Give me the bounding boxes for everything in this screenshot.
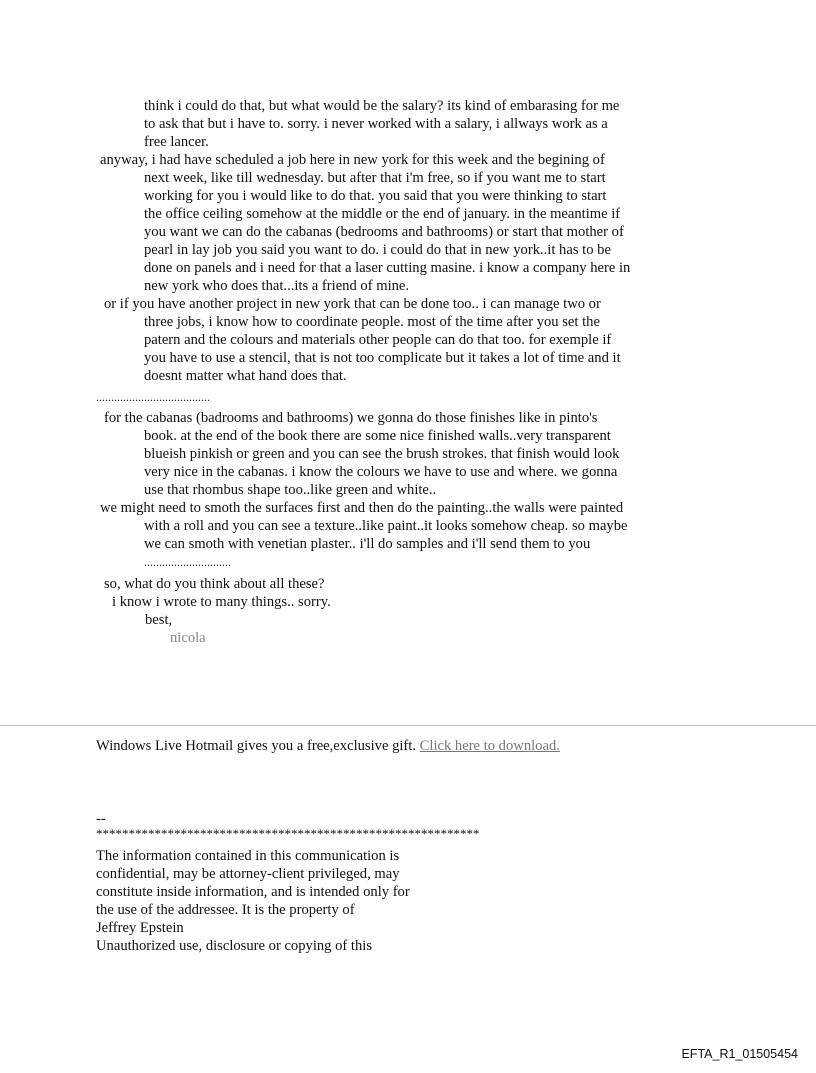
text-line: new york who does that...its a friend of mine. [144,278,410,294]
text-line: the use of the addressee. It is the property of [96,902,355,918]
text-line: confidential, may be attorney-client privileged, may [96,866,400,882]
text-line: best, [145,612,173,628]
document-id: EFTA_R1_01505454 [681,1047,798,1061]
dotted-separator: ...................................... [96,390,210,404]
text-line: the office ceiling somehow at the middle or the end of january. in the meantime if [144,206,621,222]
text-line: with a roll and you can see a texture..like paint..it looks somehow cheap. so maybe [144,518,628,534]
signature: nicola [170,630,206,646]
text-line: think i could do that, but what would be the salary? its kind of embarasing for me [144,98,620,114]
promo-line [96,737,560,755]
text-line: for the cabanas (badrooms and bathrooms) we gonna do those finishes like in pinto's [104,410,598,426]
text-line: constitute inside information, and is intended only for [96,884,410,900]
text-line: next week, like till wednesday. but after that i'm free, so if you want me to start [144,170,606,186]
text-line: i know i wrote to many things.. sorry. [112,594,331,610]
text-line: you want we can do the cabanas (bedrooms and bathrooms) or start that mother of [144,224,624,240]
text-line: Jeffrey Epstein [96,920,184,936]
text-line: doesnt matter what hand does that. [144,368,347,384]
text-line: free lancer. [144,134,209,150]
text-line: or if you have another project in new york that can be done too.. i can manage two or [104,296,601,312]
text-line: use that rhombus shape too..like green and white.. [144,482,437,498]
text-line: pearl in lay job you said you want to do. i could do that in new york..it has to be [144,242,611,258]
text-line: blueish pinkish or green and you can see the brush strokes. that finish would look [144,446,620,462]
text-line: we might need to smoth the surfaces first and then do the painting..the walls were painted [100,500,624,516]
text-line: anyway, i had have scheduled a job here in new york for this week and the begining of [100,152,605,168]
text-line: done on panels and i need for that a laser cutting masine. i know a company here in [144,260,631,276]
text-line: very nice in the cabanas. i know the colours we have to use and where. we gonna [144,464,618,480]
signature-dashes: -- [96,811,106,827]
text-line: three jobs, i know how to coordinate people. most of the time after you set the [144,314,600,330]
star-separator: *********************************************************** [96,826,480,841]
text-line: Unauthorized use, disclosure or copying of this [96,938,373,954]
download-link[interactable]: Click here to download. [419,738,560,754]
horizontal-divider [0,725,816,726]
text-line: so, what do you think about all these? [104,576,325,592]
text-line: we can smoth with venetian plaster.. i'll do samples and i'll send them to you [144,536,591,552]
text-line: you have to use a stencil, that is not too complicate but it takes a lot of time and it [144,350,621,366]
promo-text: Windows Live Hotmail gives you a free,exclusive gift. [96,738,416,754]
dotted-separator: ............................. [144,555,231,569]
text-line: working for you i would like to do that. you said that you were thinking to start [144,188,607,204]
text-line: patern and the colours and materials other people can do that too. for exemple if [144,332,612,348]
text-line: The information contained in this communication is [96,848,400,864]
text-line: to ask that but i have to. sorry. i never worked with a salary, i allways work as a [144,116,608,132]
text-line: book. at the end of the book there are some nice finished walls..very transparent [144,428,611,444]
